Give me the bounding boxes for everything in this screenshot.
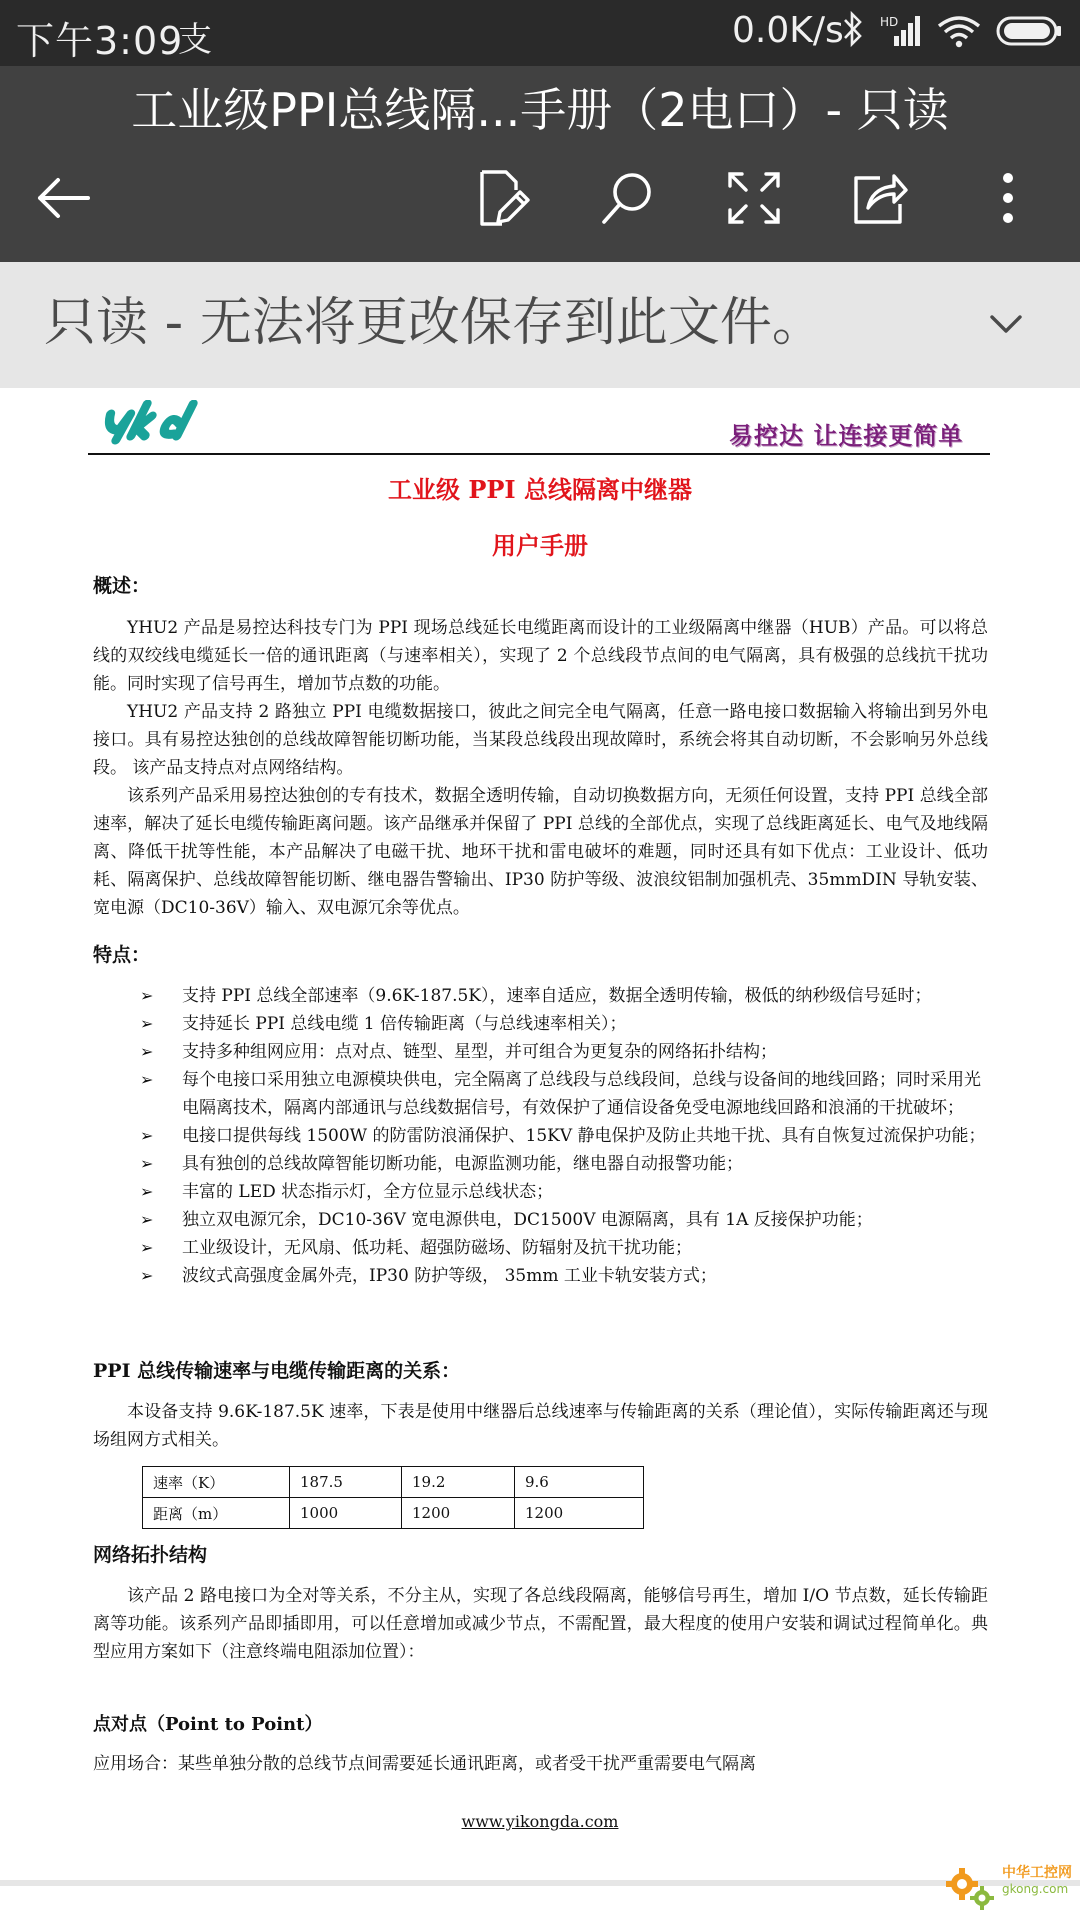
table-cell: 19.2 <box>402 1467 515 1498</box>
table-row <box>143 1498 644 1529</box>
feature-item: ➢ 支持延长 PPI 总线电缆 1 倍传输距离（与总线速率相关）； <box>140 1010 990 1038</box>
feature-item: ➢ 电接口提供每线 1500W 的防雷防浪涌保护、15KV 静电保护及防止共地干扰、具有自恢复过流保护功能； <box>140 1122 990 1150</box>
feature-item: ➢ 工业级设计，无风扇、低功耗、超强防磁场、防辐射及抗干扰功能； <box>140 1234 990 1262</box>
status-bar <box>0 0 1080 66</box>
table-cell: 187.5 <box>290 1467 402 1498</box>
topology-heading: 网络拓扑结构 <box>93 1544 208 1566</box>
arrow-left-icon <box>34 168 94 228</box>
p2p-text: 应用场合：某些单独分散的总线节点间需要延长通讯距离，或者受干扰严重需要电气隔离 <box>93 1754 756 1774</box>
header-divider <box>88 453 990 455</box>
fullscreen-icon <box>724 168 784 228</box>
features-heading: 特点： <box>93 944 151 966</box>
share-button[interactable] <box>850 168 910 228</box>
watermark <box>942 1862 1072 1912</box>
fullscreen-button[interactable] <box>724 168 784 228</box>
gear-icon <box>942 1862 998 1912</box>
feature-item: ➢ 具有独创的总线故障智能切断功能，电源监测功能，继电器自动报警功能； <box>140 1150 990 1178</box>
features-list <box>140 982 990 1290</box>
feature-item: ➢ 丰富的 LED 状态指示灯，全方位显示总线状态； <box>140 1178 990 1206</box>
topology-paragraph: 该产品 2 路电接口为全对等关系，不分主从，实现了各总线段隔离，能够信号再生，增加 I/O 节点数，延长传输距离等功能。该系列产品即插即用，可以任意增加或减少节点，不需配置，最大程度的使用户安装和调试过程简单化。典型应用方案如下（注意终端电阻添加位置）： <box>93 1586 988 1662</box>
app-bar <box>0 66 1080 262</box>
manual-subtitle: 用户手册 <box>492 531 588 560</box>
feature-item: ➢ 波纹式高强度金属外壳，IP30 防护等级， 35mm 工业卡轨安装方式； <box>140 1262 990 1290</box>
table-row <box>143 1467 644 1498</box>
network-speed: 0.0K/s <box>732 10 844 51</box>
feature-item: ➢ 支持 PPI 总线全部速率（9.6K-187.5K），速率自适应，数据全透明传输，极低的纳秒级信号延时； <box>140 982 990 1010</box>
wifi-icon <box>936 14 982 48</box>
table-cell: 速率（K） <box>143 1467 290 1498</box>
company-slogan: 易控达 让连接更简单 <box>729 421 964 450</box>
watermark-domain: gkong.com <box>1002 1882 1069 1896</box>
feature-item: ➢ 独立双电源冗余，DC10-36V 宽电源供电，DC1500V 电源隔离，具有 1A 反接保护功能； <box>140 1206 990 1234</box>
document-page <box>0 388 1080 1888</box>
search-button[interactable] <box>598 168 658 228</box>
table-cell: 9.6 <box>515 1467 644 1498</box>
overview-paragraph: YHU2 产品支持 2 路独立 PPI 电缆数据接口，彼此之间完全电气隔离，任意一路电接口数据输入将输出到另外电接口。具有易控达独创的总线故障智能切断功能，当某段总线段出现故障时，系统会将其自动切断，不会影响另外总线段。 该产品支持点对点网络结构。 <box>93 702 988 778</box>
feature-item: ➢ 每个电接口采用独立电源模块供电，完全隔离了总线段与总线段间，总线与设备间的地线回路；同时采用光电隔离技术，隔离内部通讯与总线数据信号，有效保护了通信设备免受电源地线回路和浪涌的干扰破坏； <box>140 1066 990 1122</box>
bluetooth-icon <box>842 10 864 57</box>
more-options-button[interactable] <box>978 168 1038 228</box>
search-icon <box>598 168 658 228</box>
hd-label: HD <box>880 15 899 29</box>
document-title: 工业级PPI总线隔...手册（2电口）- 只读 <box>131 83 949 137</box>
cell-signal-icon <box>880 14 924 48</box>
battery-icon <box>996 16 1062 46</box>
notification-icon: 支 <box>178 20 212 60</box>
footer-url-link[interactable]: www.yikongda.com <box>461 1812 619 1831</box>
read-only-banner <box>0 262 1080 388</box>
banner-toggle-button[interactable] <box>984 302 1028 346</box>
share-icon <box>850 168 910 228</box>
feature-item: ➢ 支持多种组网应用：点对点、链型、星型，并可组合为更复杂的网络拓扑结构； <box>140 1038 990 1066</box>
status-time: 下午3:09 <box>16 19 184 63</box>
rate-distance-table <box>142 1466 644 1529</box>
manual-title: 工业级 PPI 总线隔离中继器 <box>387 475 693 504</box>
company-logo <box>100 400 212 446</box>
read-only-message: 只读 - 无法将更改保存到此文件。 <box>44 293 824 353</box>
page-separator <box>0 1880 1080 1886</box>
rate-paragraph: 本设备支持 9.6K-187.5K 速率，下表是使用中继器后总线速率与传输距离的关系（理论值），实际传输距离还与现场组网方式相关。 <box>93 1402 988 1450</box>
footer-url[interactable] <box>0 1812 1080 1831</box>
table-cell: 1200 <box>402 1498 515 1529</box>
more-vertical-icon <box>978 168 1038 228</box>
table-cell: 1200 <box>515 1498 644 1529</box>
edit-icon <box>472 168 532 228</box>
rate-heading: PPI 总线传输速率与电缆传输距离的关系： <box>93 1360 461 1382</box>
edit-button[interactable] <box>472 168 532 228</box>
table-cell: 1000 <box>290 1498 402 1529</box>
back-button[interactable] <box>34 168 94 228</box>
table-cell: 距离（m） <box>143 1498 290 1529</box>
overview-heading: 概述： <box>93 575 151 597</box>
overview-paragraph: YHU2 产品是易控达科技专门为 PPI 现场总线延长电缆距离而设计的工业级隔离中继器（HUB）产品。可以将总线的双绞线电缆延长一倍的通讯距离（与速率相关），实现了 2 个总线段节点间的电气隔离，具有极强的总线抗干扰功能。同时实现了信号再生，增加节点数的功能。 <box>93 618 988 694</box>
chevron-down-icon <box>984 302 1028 346</box>
p2p-heading: 点对点（Point to Point） <box>93 1714 323 1735</box>
watermark-text: 中华工控网 <box>1002 1865 1072 1881</box>
overview-paragraph: 该系列产品采用易控达独创的专有技术，数据全透明传输，自动切换数据方向，无须任何设置，支持 PPI 总线全部速率，解决了延长电缆传输距离问题。该产品继承并保留了 PPI 总线的全部优点，实现了总线距离延长、电气及地线隔离、降低干扰等性能，本产品解决了电磁干扰、地环干扰和雷电破坏的难题，同时还具有如下优点：工业设计、低功耗、隔离保护、总线故障智能切断、继电器告警输出、IP30 防护等级、波浪纹铝制加强机壳、35mmDIN 导轨安装、宽电源（DC10-36V）输入、双电源冗余等优点。 <box>93 786 988 918</box>
